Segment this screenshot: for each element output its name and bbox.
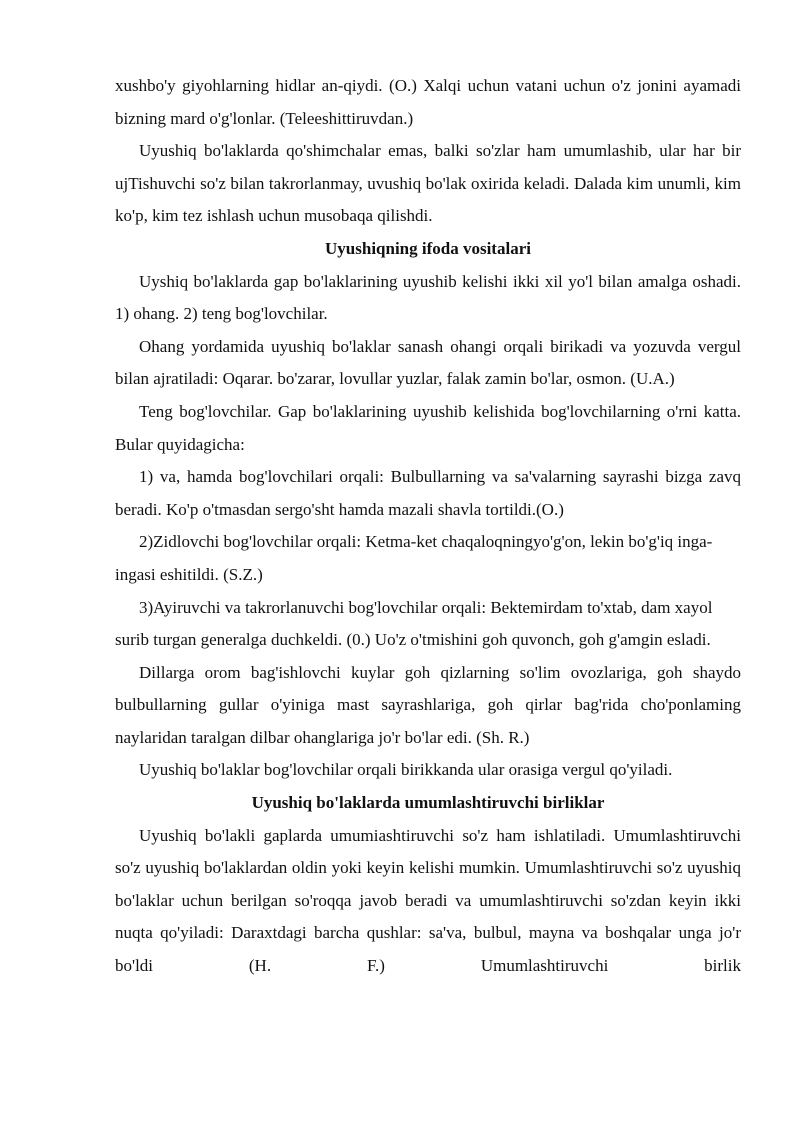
paragraph-list-item-1: 1) va, hamda bog'lovchilari orqali: Bulbullarning va sa'valarning sayrashi bizga zavq beradi. Ko'p o'tmasdan sergo'sht hamda mazali shavla tortildi.(O.) (115, 467, 741, 519)
paragraph-vergul-qoyiladi: Uyushiq bo'laklar bog'lovchilar orqali birikkanda ular orasiga vergul qo'yiladi. (139, 760, 673, 780)
paragraph-ohang: Ohang yordamida uyushiq bo'laklar sanash ohangi orqali birikadi va yozuvda vergul bilan ajratiladi: Oqarar. bo'zarar, lovullar yuzlar, falak zamin bo'lar, osmon. (U.A.) (115, 336, 741, 389)
section-heading-ifoda-vositalari: Uyushiqning ifoda vositalari (325, 238, 531, 258)
section-heading-umumlashtiruvchi: Uyushiq bo'laklarda umumlashtiruvchi birliklar (251, 793, 605, 813)
paragraph-umumlashtiruvchi-soz: Uyushiq bo'lakli gaplarda umumiashtiruvchi so'z ham ishlatiladi. Umumlashtiruvchi so'z uyushiq bo'laklardan oldin yoki keyin kelishi mumkin. Umumlashtiruvchi so'z uyushiq bo'laklar uchun berilgan so'roqqa javob beradi va umumlashtiruvchi so'zdan keyin ikki nuqta qo'yiladi: Daraxtdagi barcha qushlar: sa'va, bulbul, mayna va boshqalar unga jo'r bo'ldi (H. F.) Umumlashtiruvchi birlik (115, 825, 741, 976)
paragraph-list-item-2: 2)Zidlovchi bog'lovchilar orqali: Ketma-ket chaqaloqningyo'g'on, lekin bo'g'iq inga-ingasi eshitildi. (S.Z.) (115, 532, 713, 584)
paragraph-uyushiq-sozlar: Uyushiq bo'laklarda qo'shimchalar emas, balki so'zlar ham umumlashib, ular har bir ujTishuvchi so'z bilan takrorlanmay, uvushiq bo'lak oxirida keladi. Dalada kim unumli, kim ko'p, kim tez ishlash uchun musobaqa qilishdi. (115, 141, 741, 226)
paragraph-list-item-3: 3)Ayiruvchi va takrorlanuvchi bog'lovchilar orqali: Bektemirdam to'xtab, dam xayol surib turgan generalga duchkeldi. (0.) Uo'z o'tmishini goh quvonch, goh g'amgin esladi. (115, 597, 713, 650)
paragraph-ikki-xil-yol: Uyshiq bo'laklarda gap bo'laklarining uyushib kelishi ikki xil yo'l bilan amalga oshadi. 1) ohang. 2) teng bog'lovchilar. (115, 271, 741, 324)
paragraph-dillarga-orom: Dillarga orom bag'ishlovchi kuylar goh qizlarning so'lim ovozlariga, goh shaydo bulbullarning gullar o'yiniga mast sayrashlariga, goh qirlar bag'rida cho'ponlaming naylaridan taralgan dilbar ohanglariga jo'r bo'lar edi. (Sh. R.) (115, 662, 741, 747)
paragraph-teng-boglovchilar: Teng bog'lovchilar. Gap bo'laklarining uyushib kelishida bog'lovchilarning o'rni katta. Bular quyidagicha: (115, 401, 741, 454)
document-page (115, 70, 741, 983)
paragraph-continuation: xushbo'y giyohlarning hidlar an-qiydi. (O.) Xalqi uchun vatani uchun o'z jonini ayamadi bizning mard o'g'lonlar. (Teleeshittiruvdan.) (115, 76, 741, 128)
